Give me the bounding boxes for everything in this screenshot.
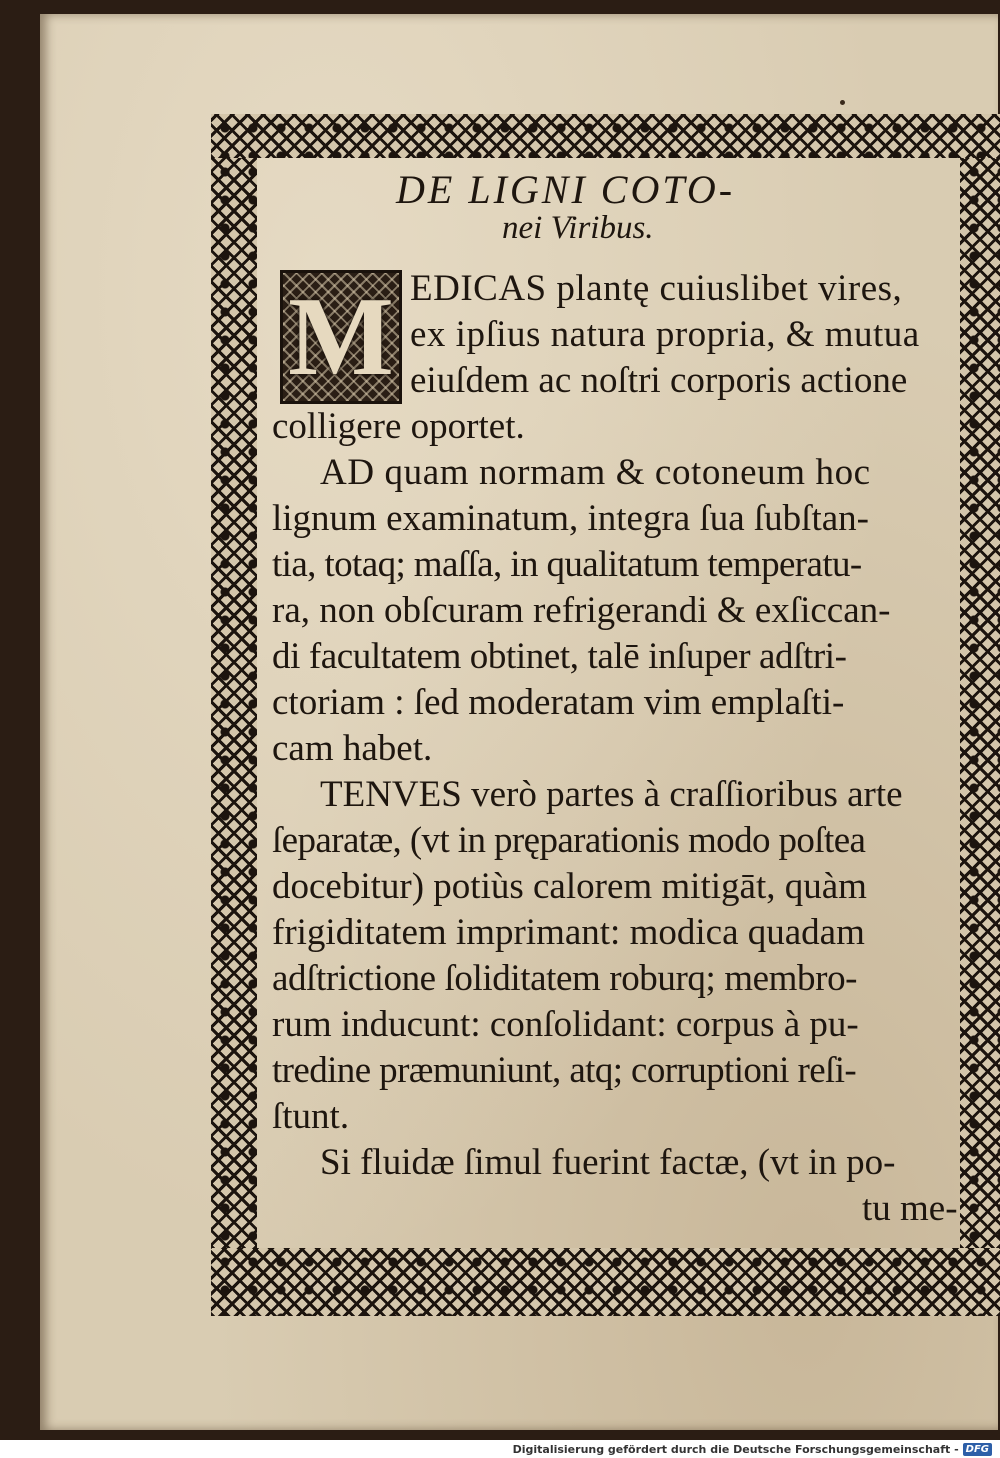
text-line: adſtrictione ſoliditatem roburq; membro- xyxy=(272,958,858,999)
catchword: tu me- xyxy=(862,1188,958,1229)
ornamental-border-top xyxy=(211,114,1000,158)
text-line: TENVES verò partes à craſſioribus arte xyxy=(320,774,903,815)
digitization-footer xyxy=(513,1440,992,1458)
ornamental-border-bottom xyxy=(211,1248,1000,1316)
text-line: di facultatem obtinet, talē inſuper adſtri- xyxy=(272,636,847,677)
text-line: tia, totaq; maſſa, in qualitatum temperatu- xyxy=(272,544,862,585)
text-line: colligere oportet. xyxy=(272,406,525,447)
text-line: cam habet. xyxy=(272,728,433,769)
page-text-block xyxy=(272,160,962,1245)
ornamental-border-right xyxy=(960,158,1000,1248)
text-line: eiuſdem ac noſtri corporis actione xyxy=(410,360,908,401)
ink-spot xyxy=(840,100,845,105)
dfg-logo: DFG xyxy=(963,1443,992,1456)
text-line: ſeparatæ, (vt in pręparationis modo poſtea xyxy=(272,820,866,861)
decorated-initial-letter: M xyxy=(288,275,394,399)
decorated-initial xyxy=(280,270,402,404)
text-line: docebitur) potiùs calorem mitigāt, quàm xyxy=(272,866,867,907)
text-line: AD quam normam & cotoneum hoc xyxy=(320,452,871,493)
text-line: ſtunt. xyxy=(272,1096,350,1137)
ornamental-border-left xyxy=(211,158,257,1248)
text-line: ra, non obſcuram refrigerandi & exſiccan- xyxy=(272,590,891,631)
funding-note: Digitalisierung gefördert durch die Deutsche Forschungsgemeinschaft - xyxy=(512,1442,959,1456)
text-line: tredine præmuniunt, atq; corruptioni reſi- xyxy=(272,1050,857,1091)
chapter-heading-line-1: DE LIGNI COTO- xyxy=(396,167,736,212)
text-line: EDICAS plantę cuiuslibet vires, xyxy=(410,268,903,309)
text-line: ctoriam : ſed moderatam vim emplaſti- xyxy=(272,682,845,723)
chapter-heading-line-2: nei Viribus. xyxy=(502,210,654,246)
text-line: frigiditatem imprimant: modica quadam xyxy=(272,912,865,953)
text-line: Si fluidæ ſimul fuerint factæ, (vt in po- xyxy=(320,1142,896,1183)
text-line: rum inducunt: conſolidant: corpus à pu- xyxy=(272,1004,859,1045)
text-line: lignum examinatum, integra ſua ſubſtan- xyxy=(272,498,869,539)
text-line: ex ipſius natura propria, & mutua xyxy=(410,314,920,355)
